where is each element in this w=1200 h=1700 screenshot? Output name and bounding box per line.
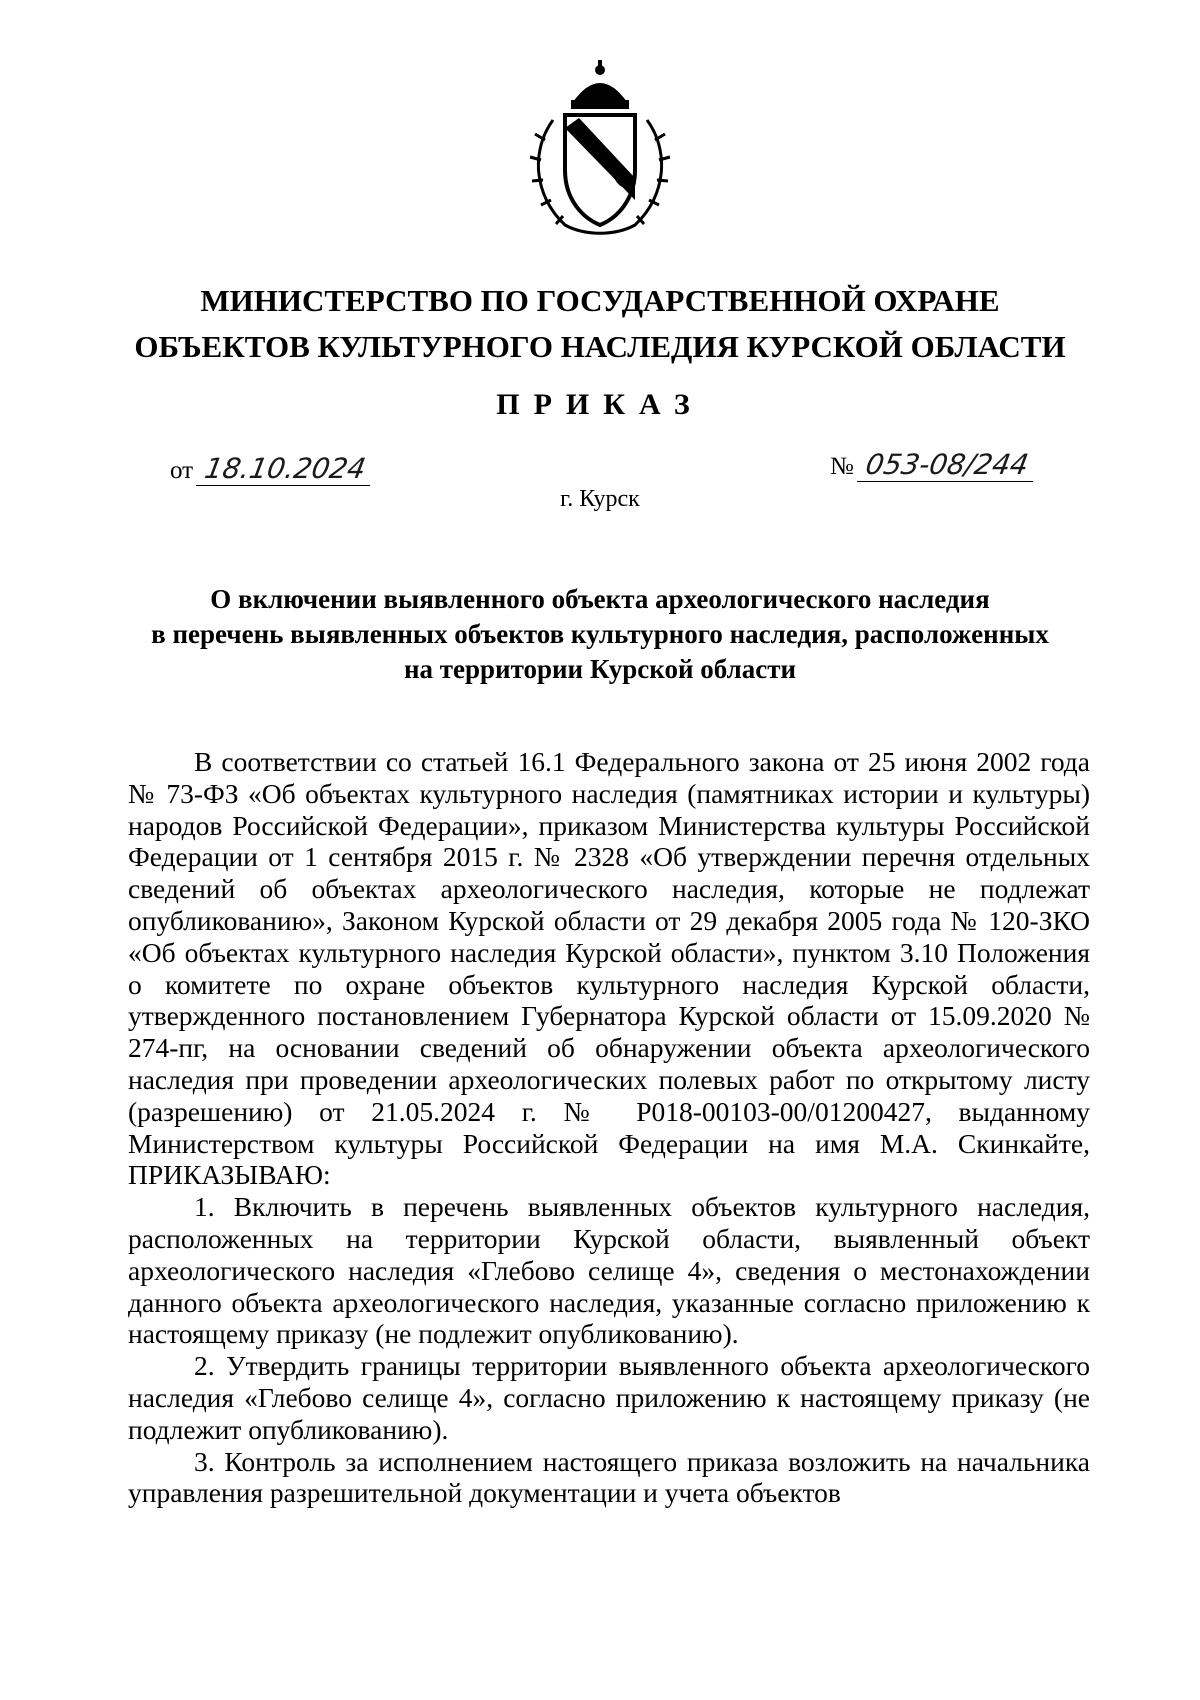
body-paragraph: 2. Утвердить границы территории выявленного объекта археологического наследия «Глебово селище 4», согласно приложению к настоящему приказу (не подлежит опубликованию). (128, 1350, 1090, 1445)
document-subject (100, 582, 1100, 687)
number-prefix: № (830, 453, 854, 480)
body-paragraph: 3. Контроль за исполнением настоящего приказа возложить на начальника управления разрешительной документации и учета объектов (128, 1445, 1090, 1509)
ministry-title (80, 278, 1120, 370)
subject-line: в перечень выявленных объектов культурного наследия, расположенных (151, 619, 1049, 649)
city: г. Курск (560, 486, 640, 512)
subject-line: на территории Курской области (403, 654, 797, 684)
kursk-coat-of-arms-icon (525, 60, 675, 240)
date-prefix: от (170, 457, 194, 484)
number-row (830, 448, 1036, 482)
subject-line: О включении выявленного объекта археологического наследия (210, 584, 990, 614)
ministry-title-line: МИНИСТЕРСТВО ПО ГОСУДАРСТВЕННОЙ ОХРАНЕ (200, 283, 1000, 318)
body-paragraph: В соответствии со статьей 16.1 Федерального закона от 25 июня 2002 года № 73-ФЗ «Об объектах культурного наследия (памятниках истории и культуры) народов Российской Федерации», приказом Министерства культуры Российской Федерации от 1 сентября 2015 г. № 2328 «Об утверждении перечня отдельных сведений об объектах археологического наследия, которые не подлежат опубликованию», Законом Курской области от 29 декабря 2005 года № 120-ЗКО «Об объектах культурного наследия Курской области», пунктом 3.10 Положения о комитете по охране объектов культурного наследия Курской области, утвержденного постановлением Губернатора Курской области от 15.09.2020 № 274-пг, на основании сведений об обнаружении объекта археологического наследия при проведении археологических полевых работ по открытому листу (разрешению) от 21.05.2024 г. № Р018-00103-00/01200427, выданному Министерством культуры Российской Федерации на имя М.А. Скинкайте, ПРИКАЗЫВАЮ: (128, 746, 1090, 1191)
body-paragraph: 1. Включить в перечень выявленных объектов культурного наследия, расположенных на территории Курской области, выявленный объект археологического наследия «Глебово селище 4», сведения о местонахождении данного объекта археологического наследия, указанные согласно приложению к настоящему приказу (не подлежит опубликованию). (128, 1191, 1090, 1350)
handwritten-number: 053-08/244 (857, 448, 1039, 482)
handwritten-date: 18.10.2024 (196, 452, 376, 486)
ministry-title-line: ОБЪЕКТОВ КУЛЬТУРНОГО НАСЛЕДИЯ КУРСКОЙ ОБЛАСТИ (134, 329, 1066, 364)
document-body (128, 746, 1090, 1509)
date-row (170, 452, 374, 486)
document-type: ПРИКАЗ (496, 388, 704, 421)
